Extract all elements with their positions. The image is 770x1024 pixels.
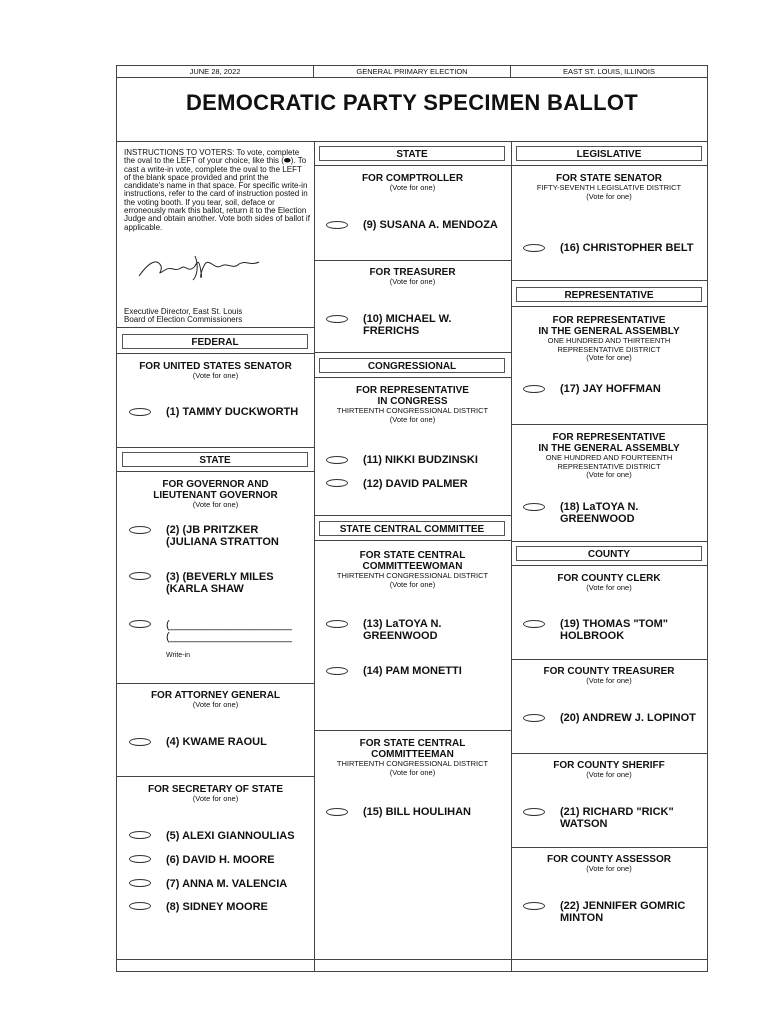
candidate-line: HOLBROOK	[560, 630, 625, 642]
divider	[314, 352, 511, 353]
section-state: STATE	[122, 452, 308, 467]
signature	[135, 252, 265, 282]
candidate-line: WATSON	[560, 818, 608, 830]
office-secretary-of-state	[117, 784, 314, 804]
candidate-19	[560, 618, 668, 642]
candidate-line: (18) LaTOYA N.	[560, 501, 639, 513]
office-title: FOR UNITED STATES SENATOR	[139, 361, 292, 372]
divider	[117, 327, 314, 328]
divider	[117, 141, 707, 142]
election-type: GENERAL PRIMARY ELECTION	[314, 66, 511, 78]
divider	[511, 847, 707, 848]
divider	[117, 683, 314, 684]
ballot	[116, 65, 708, 972]
office-us-senator	[117, 361, 314, 381]
vote-oval[interactable]	[129, 408, 151, 416]
vote-for-one: (Vote for one)	[586, 583, 632, 592]
vote-oval[interactable]	[523, 902, 545, 910]
divider	[511, 280, 707, 281]
office-title: FOR REPRESENTATIVE	[356, 385, 469, 396]
candidate-line: (3) (BEVERLY MILES	[166, 571, 274, 583]
vote-for-one: (Vote for one)	[192, 500, 239, 509]
candidate-line: (13) LaTOYA N.	[363, 618, 442, 630]
office-title: FOR STATE SENATOR	[556, 173, 662, 184]
section-county: COUNTY	[516, 546, 702, 561]
election-location: EAST ST. LOUIS, ILLINOIS	[511, 66, 707, 78]
vote-for-one: (Vote for one)	[586, 191, 632, 201]
candidate-10	[363, 313, 451, 337]
vote-for-one: (Vote for one)	[586, 770, 632, 779]
office-title: FOR ATTORNEY GENERAL	[150, 690, 281, 701]
candidate-11: (11) NIKKI BUDZINSKI	[363, 454, 478, 466]
office-comptroller	[314, 173, 511, 193]
instructions: INSTRUCTIONS TO VOTERS: To vote, complete the oval to the LEFT of your choice, like this (⬬). To cast a write-in vote, complete the oval to the LEFT of the blank space provided and print the candidate's name in that space. For specific write-in instructions, refer to the card of instruction posted in the voting booth. If you tear, soil, deface or erroneously mark this ballot, return it to the Election Judge and obtain another. Vote both sides of ballot if applicable.	[124, 148, 310, 232]
district: FIFTY-SEVENTH LEGISLATIVE DISTRICT	[536, 183, 682, 192]
vote-for-one: (Vote for one)	[586, 470, 632, 479]
candidate-9: (9) SUSANA A. MENDOZA	[363, 219, 498, 231]
vote-oval[interactable]	[523, 714, 545, 722]
vote-oval[interactable]	[326, 479, 348, 487]
vote-for-one: (Vote for one)	[192, 700, 239, 709]
candidate-16: (16) CHRISTOPHER BELT	[560, 242, 694, 254]
office-title: FOR GOVERNOR AND	[162, 479, 269, 490]
director-title: Executive Director, East St. Louis	[124, 307, 243, 316]
office-title: FOR REPRESENTATIVE	[552, 315, 666, 326]
candidate-6: (6) DAVID H. MOORE	[166, 854, 275, 866]
office-county-assessor	[511, 854, 707, 874]
divider	[314, 540, 511, 541]
office-title-2: IN THE GENERAL ASSEMBLY	[538, 326, 680, 337]
section-legislative: LEGISLATIVE	[516, 146, 702, 161]
vote-for-one: (Vote for one)	[586, 353, 632, 362]
divider	[117, 959, 707, 960]
write-in-line: (____________________	[166, 631, 293, 643]
candidate-7: (7) ANNA M. VALENCIA	[166, 878, 288, 890]
vote-oval[interactable]	[129, 526, 151, 534]
office-county-clerk	[511, 573, 707, 593]
director-board: Board of Election Commissioners	[124, 315, 243, 324]
vote-for-one: (Vote for one)	[389, 767, 436, 777]
vote-for-one: (Vote for one)	[389, 579, 436, 589]
vote-oval[interactable]	[326, 456, 348, 464]
vote-oval[interactable]	[129, 902, 151, 910]
office-governor	[117, 479, 314, 510]
candidate-2	[166, 524, 279, 548]
candidate-line: GREENWOOD	[363, 630, 438, 642]
candidate-1: (1) TAMMY DUCKWORTH	[166, 406, 299, 418]
vote-oval-writein[interactable]	[129, 620, 151, 628]
divider	[117, 447, 314, 448]
write-in-line: (____________________	[166, 619, 293, 631]
office-county-treasurer	[511, 666, 707, 686]
divider	[511, 659, 707, 660]
divider	[314, 165, 511, 166]
district: THIRTEENTH CONGRESSIONAL DISTRICT	[336, 571, 489, 580]
write-in-field[interactable]	[166, 619, 292, 643]
district: REPRESENTATIVE DISTRICT	[557, 461, 661, 471]
district: ONE HUNDRED AND THIRTEENTH	[547, 336, 671, 345]
vote-for-one: (Vote for one)	[192, 794, 239, 803]
office-title: FOR COUNTY TREASURER	[543, 666, 675, 677]
divider	[511, 165, 707, 166]
divider	[511, 306, 707, 307]
candidate-line: (2) (JB PRITZKER	[166, 524, 259, 536]
office-title: FOR REPRESENTATIVE	[552, 432, 666, 443]
vote-oval[interactable]	[129, 738, 151, 746]
section-federal: FEDERAL	[122, 334, 308, 349]
candidate-13	[363, 618, 441, 642]
district: REPRESENTATIVE DISTRICT	[557, 344, 661, 354]
candidate-14: (14) PAM MONETTI	[363, 665, 462, 677]
divider	[314, 377, 511, 378]
candidate-20: (20) ANDREW J. LOPINOT	[560, 712, 696, 724]
office-county-sheriff	[511, 760, 707, 780]
section-representative: REPRESENTATIVE	[516, 287, 702, 302]
district: THIRTEENTH CONGRESSIONAL DISTRICT	[336, 759, 489, 768]
office-title-2: IN CONGRESS	[377, 396, 448, 407]
vote-oval[interactable]	[129, 831, 151, 839]
vote-oval[interactable]	[326, 808, 348, 816]
office-congress	[314, 385, 511, 424]
candidate-line: GREENWOOD	[560, 513, 635, 525]
vote-oval[interactable]	[523, 808, 545, 816]
vote-oval[interactable]	[326, 667, 348, 675]
section-congressional: CONGRESSIONAL	[319, 358, 505, 373]
candidate-line: (21) RICHARD "RICK"	[560, 806, 674, 818]
candidate-8: (8) SIDNEY MOORE	[166, 901, 268, 913]
office-title: FOR SECRETARY OF STATE	[147, 784, 283, 795]
office-committeewoman	[314, 550, 511, 589]
candidate-15: (15) BILL HOULIHAN	[363, 806, 471, 818]
divider	[117, 471, 314, 472]
vote-oval[interactable]	[523, 503, 545, 511]
vote-oval[interactable]	[129, 572, 151, 580]
office-rep-113	[511, 315, 707, 363]
vote-oval[interactable]	[523, 244, 545, 252]
office-committeeman	[314, 738, 511, 777]
divider	[511, 424, 707, 425]
divider	[117, 776, 314, 777]
candidate-21	[560, 806, 674, 830]
office-state-senator	[511, 173, 707, 201]
divider	[511, 753, 707, 754]
district: THIRTEENTH CONGRESSIONAL DISTRICT	[336, 406, 489, 415]
section-state-central-committee: STATE CENTRAL COMMITTEE	[319, 521, 505, 536]
vote-for-one: (Vote for one)	[389, 414, 436, 424]
vote-for-one: (Vote for one)	[389, 277, 436, 286]
vote-for-one: (Vote for one)	[586, 676, 632, 685]
office-title: FOR COUNTY CLERK	[557, 573, 661, 584]
office-title: FOR TREASURER	[369, 267, 456, 278]
candidate-18	[560, 501, 638, 525]
candidate-line: (10) MICHAEL W.	[363, 313, 452, 325]
vote-oval[interactable]	[326, 221, 348, 229]
candidate-line: (JULIANA STRATTON	[166, 536, 279, 548]
candidate-line: FRERICHS	[363, 325, 420, 337]
district: ONE HUNDRED AND FOURTEENTH	[545, 453, 673, 462]
candidate-line: (22) JENNIFER GOMRIC	[560, 900, 686, 912]
divider	[314, 260, 511, 261]
office-title: FOR STATE CENTRAL	[359, 738, 466, 749]
candidate-3	[166, 571, 274, 595]
vote-oval[interactable]	[326, 315, 348, 323]
vote-for-one: (Vote for one)	[389, 183, 436, 192]
office-title-2: LIEUTENANT GOVERNOR	[153, 490, 278, 501]
candidate-line: (KARLA SHAW	[166, 583, 244, 595]
office-treasurer	[314, 267, 511, 287]
vote-for-one: (Vote for one)	[192, 371, 239, 380]
candidate-22	[560, 900, 685, 924]
vote-oval[interactable]	[523, 620, 545, 628]
vote-oval[interactable]	[326, 620, 348, 628]
office-attorney-general	[117, 690, 314, 710]
divider	[117, 353, 314, 354]
vote-oval[interactable]	[129, 879, 151, 887]
write-in-label: Write-in	[166, 652, 190, 659]
candidate-line: (19) THOMAS "TOM"	[560, 618, 669, 630]
office-title-2: IN THE GENERAL ASSEMBLY	[538, 443, 680, 454]
vote-for-one: (Vote for one)	[586, 864, 632, 873]
divider	[314, 730, 511, 731]
office-title: FOR STATE CENTRAL	[359, 550, 466, 561]
page-title: DEMOCRATIC PARTY SPECIMEN BALLOT	[185, 90, 639, 115]
office-title-2: COMMITTEEWOMAN	[362, 561, 463, 572]
candidate-line: MINTON	[560, 912, 604, 924]
divider	[511, 565, 707, 566]
office-title-2: COMMITTEEMAN	[371, 749, 454, 760]
candidate-17: (17) JAY HOFFMAN	[560, 383, 661, 395]
office-title: FOR COMPTROLLER	[361, 173, 464, 184]
office-title: FOR COUNTY SHERIFF	[553, 760, 665, 771]
section-state-2: STATE	[319, 146, 505, 161]
candidate-4: (4) KWAME RAOUL	[166, 736, 267, 748]
divider	[314, 515, 511, 516]
divider	[511, 541, 707, 542]
vote-oval[interactable]	[523, 385, 545, 393]
candidate-12: (12) DAVID PALMER	[363, 478, 468, 490]
election-date: JUNE 28, 2022	[117, 66, 314, 78]
office-rep-114	[511, 432, 707, 480]
candidate-5: (5) ALEXI GIANNOULIAS	[166, 830, 295, 842]
office-title: FOR COUNTY ASSESSOR	[547, 854, 671, 865]
vote-oval[interactable]	[129, 855, 151, 863]
